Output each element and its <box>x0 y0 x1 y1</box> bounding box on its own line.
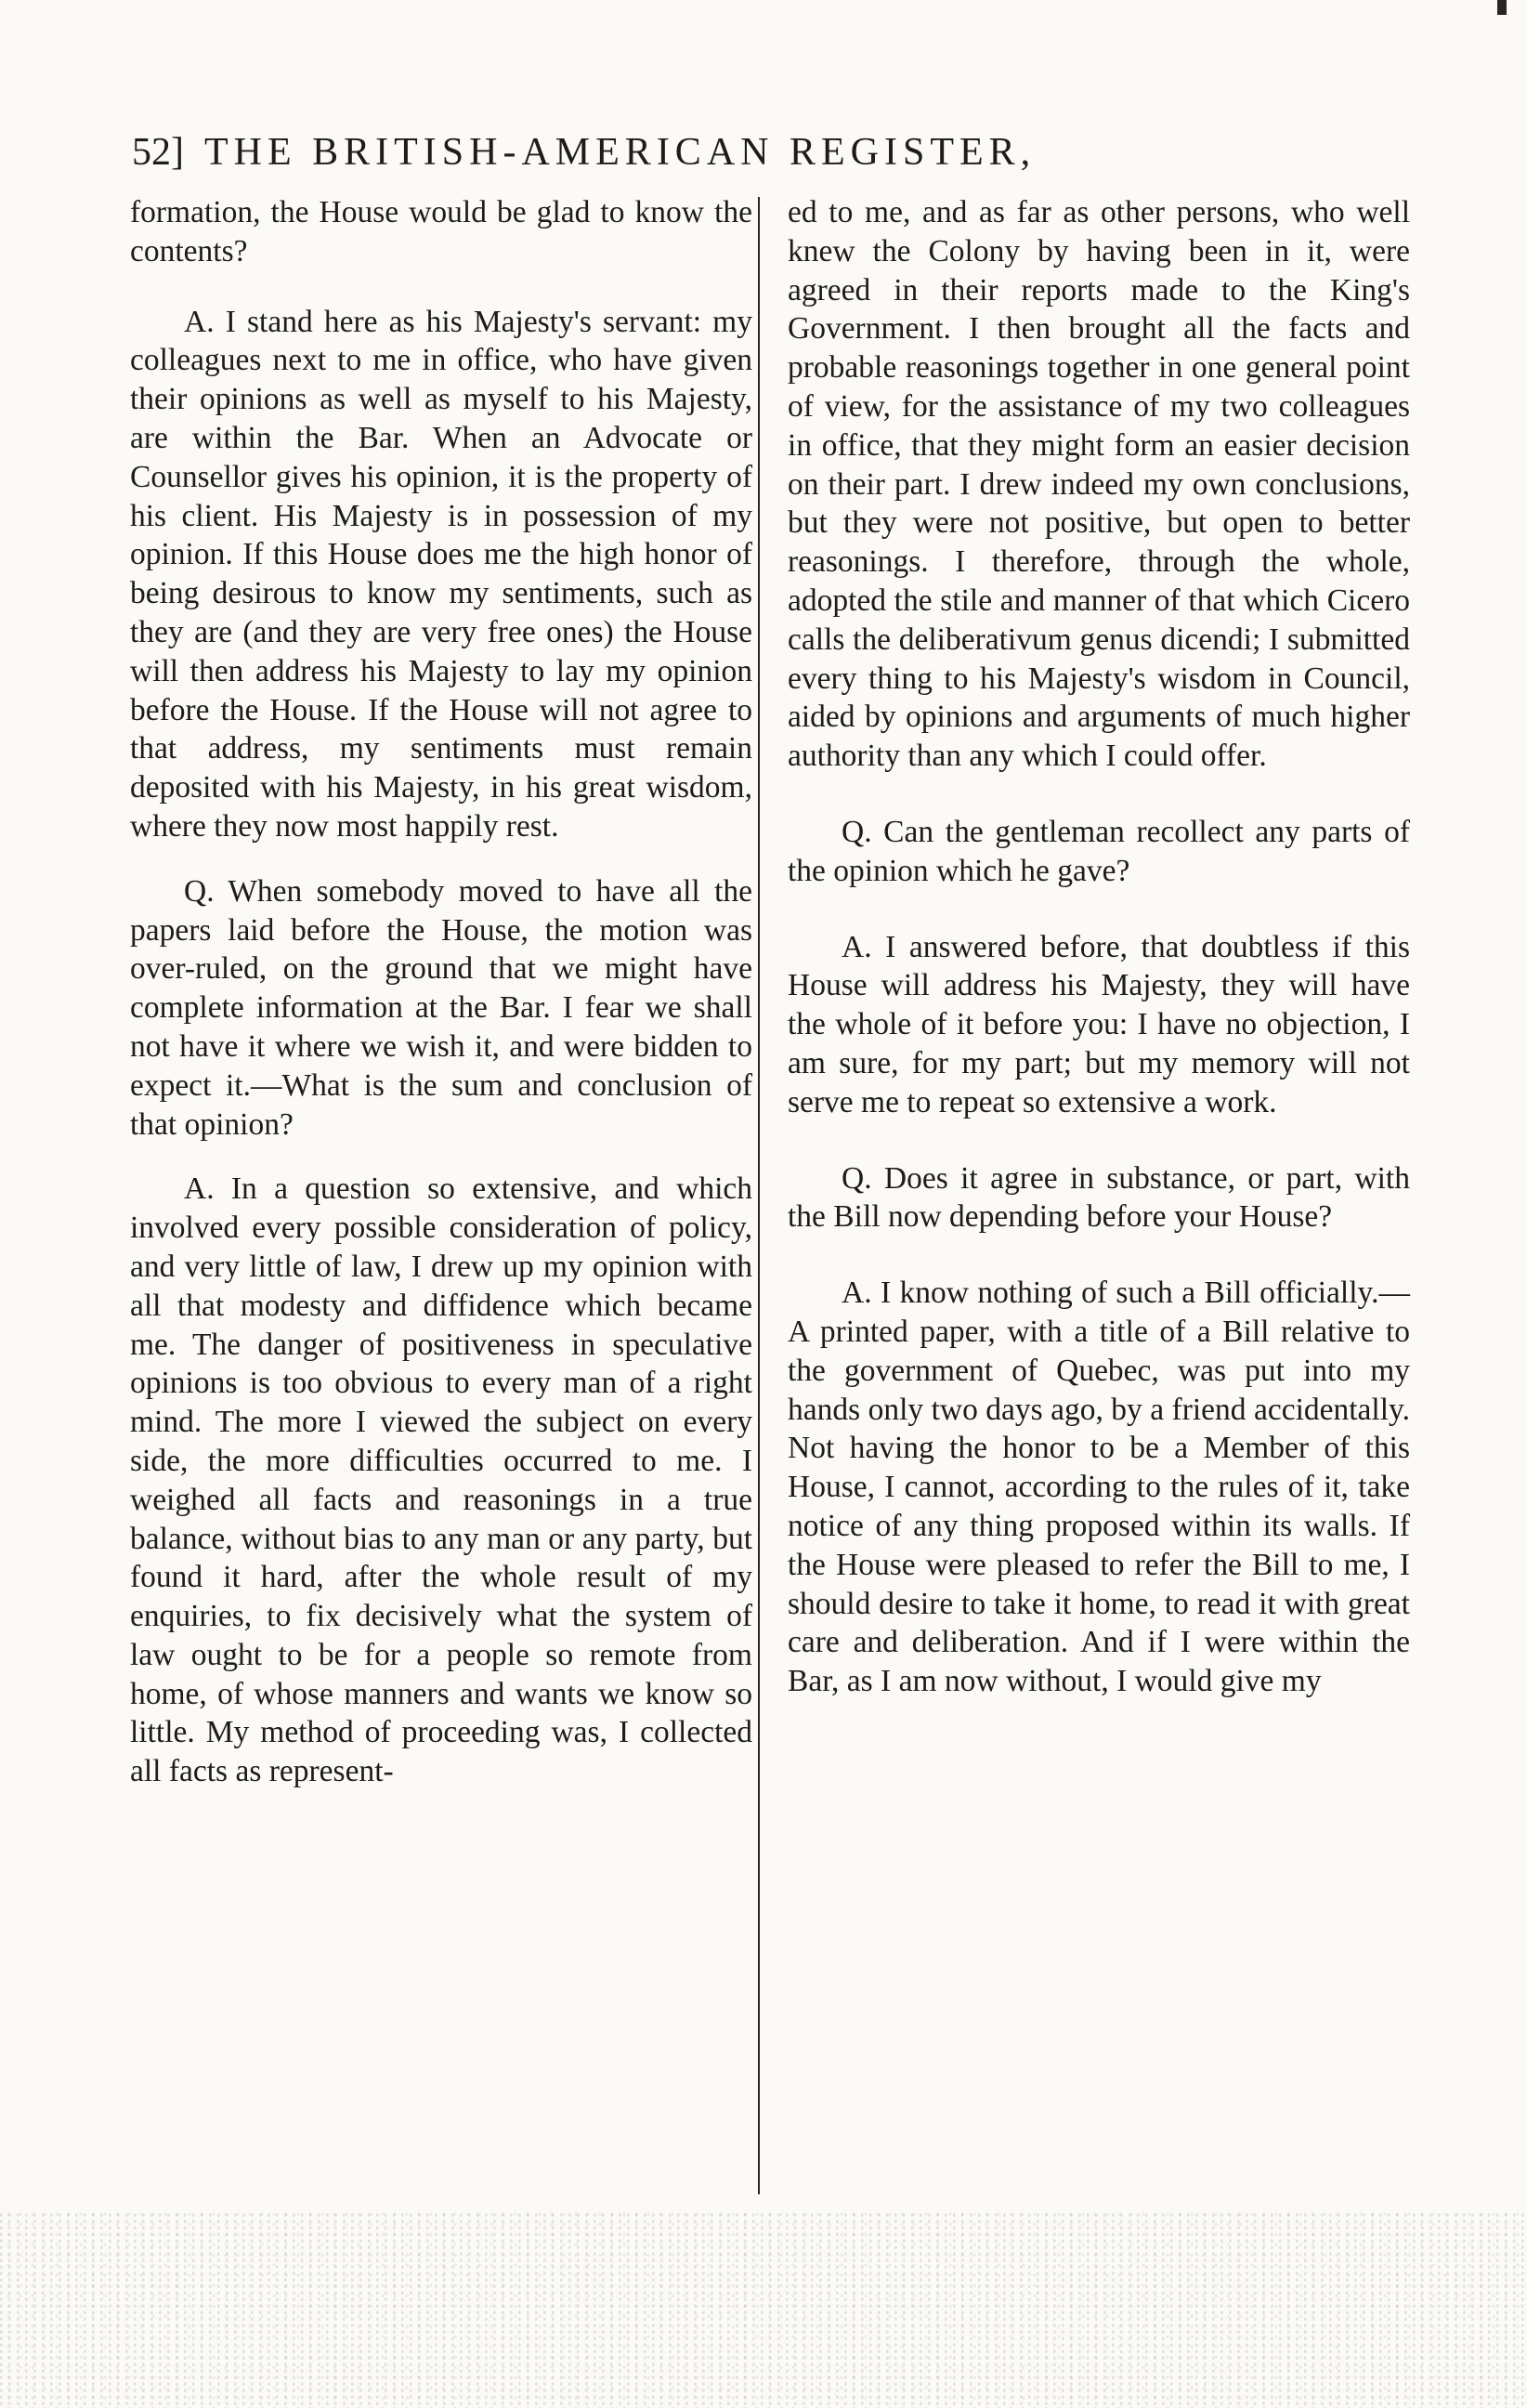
paragraph: Q. Can the gentleman recollect any parts of the opinion which he gave? <box>788 814 1410 888</box>
corner-mark <box>1497 0 1507 15</box>
left-column <box>130 193 752 1791</box>
paragraph: Q. When somebody moved to have all the papers laid before the House, the motion was over-ruled, on the ground that we might have complete information at the Bar. I fear we shall not have it where we wish it, and were bidden to expect it.—What is the sum and conclusion of that opinion? <box>130 873 752 1142</box>
paragraph: A. I stand here as his Majesty's servant: my colleagues next to me in office, who have given their opinions as well as myself to his Majesty, are within the Bar. When an Advocate or Counsellor gives his opinion, it is the property of his client. His Majesty is in possession of my opinion. If this House does me the high honor of being desirous to know my sentiments, such as they are (and they are very free ones) the House will then address his Majesty to lay my opinion before the House. If the House will not agree to that address, my sentiments must remain deposited with his Majesty, in his great wisdom, where they now most happily rest. <box>130 304 752 844</box>
paragraph: A. In a question so extensive, and which involved every possible consideration of policy, and very little of law, I drew up my opinion with all that modesty and diffidence which became me. The danger of positiveness in speculative opinions is too obvious to every man of a right mind. The more I viewed the subject on every side, the more difficulties occurred to me. I weighed all facts and reasonings in a true balance, without bias to any man or any party, but found it hard, after the whole result of my enquiries, to fix decisively what the system of law ought to be for a people so remote from home, of whose manners and wants we know so little. My method of proceeding was, I collected all facts as represent- <box>130 1171 752 1789</box>
scan-noise <box>0 2211 1527 2408</box>
paragraph: ed to me, and as far as other persons, who well knew the Colony by having been in it, were agreed in their reports made to the King's Government. I then brought all the facts and probable reasonings together in one general point of view, for the assistance of my two colleagues in office, that they might form an easier decision on their part. I drew indeed my own conclusions, but they were not positive, but open to better reasonings. I therefore, through the whole, adopted the stile and manner of that which Cicero calls the deliberativum genus dicendi; I submitted every thing to his Majesty's wisdom in Council, aided by opinions and arguments of much higher authority than any which I could offer. <box>788 195 1410 774</box>
column-rule <box>758 197 760 2194</box>
paragraph: A. I know nothing of such a Bill officially.—A printed paper, with a title of a Bill relative to the government of Quebec, was put into my hands only two days ago, by a friend accidentally. Not having the honor to be a Member of this House, I cannot, according to the rules of it, take notice of any thing proposed within its walls. If the House were pleased to refer the Bill to me, I should desire to take it home, to read it with great care and deliberation. And if I were within the Bar, as I am now without, I would give my <box>788 1276 1410 1699</box>
paragraph: formation, the House would be glad to know the contents? <box>130 195 752 268</box>
paragraph: Q. Does it agree in substance, or part, with the Bill now depending before your House? <box>788 1160 1410 1235</box>
running-header <box>132 130 1228 186</box>
paragraph: A. I answered before, that doubtless if this House will address his Majesty, they will have the whole of it before you: I have no objection, I am sure, for my part; but my memory will not serve me to repeat so extensive a work. <box>788 929 1410 1119</box>
running-title: THE BRITISH-AMERICAN REGISTER, <box>204 131 1037 174</box>
right-column <box>788 193 1410 1701</box>
page-number: 52] <box>132 131 184 174</box>
